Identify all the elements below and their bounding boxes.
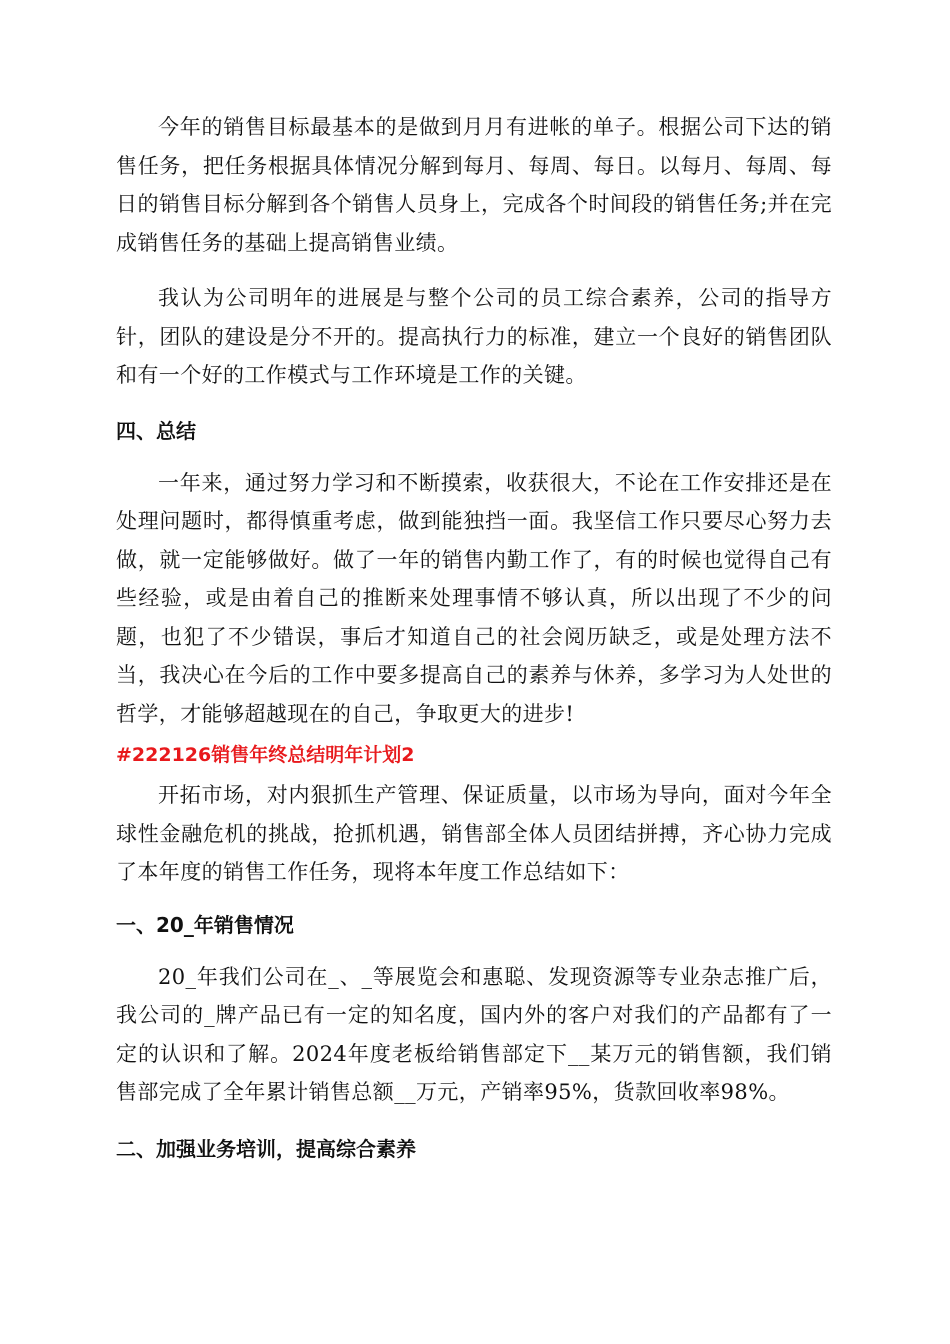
paragraph-sales-results: 20_年我们公司在_、_等展览会和惠聪、发现资源等专业杂志推广后，我公司的_牌产品已有一定的知名度，国内外的客户对我们的产品都有了一定的认识和了解。2024年度老板给销售部定下__某万元的销售额，我们销售部完成了全年累计销售总额__万元，产销率95%，货款回收率98%。 bbox=[116, 964, 832, 1104]
document-page bbox=[116, 108, 832, 1168]
paragraph-market-expansion: 开拓市场，对内狠抓生产管理、保证质量，以市场为导向，面对今年全球性金融危机的挑战，抢抓机遇，销售部全体人员团结拼搏，齐心协力完成了本年度的销售工作任务，现将本年度工作总结如下： bbox=[116, 783, 832, 884]
heading-sales-situation: 一、20_年销售情况 bbox=[116, 912, 294, 937]
paragraph-company-development: 我认为公司明年的进展是与整个公司的员工综合素养，公司的指导方针，团队的建设是分不开的。提高执行力的标准，建立一个良好的销售团队和有一个好的工作模式与工作环境是工作的关键。 bbox=[116, 286, 832, 387]
paragraph-sales-target: 今年的销售目标最基本的是做到月月有进帐的单子。根据公司下达的销售任务，把任务根据具体情况分解到每月、每周、每日。以每月、每周、每日的销售目标分解到各个销售人员身上，完成各个时间段的销售任务;并在完成销售任务的基础上提高销售业绩。 bbox=[116, 115, 832, 255]
heading-summary: 四、总结 bbox=[116, 418, 196, 443]
paragraph-year-summary: 一年来，通过努力学习和不断摸索，收获很大，不论在工作安排还是在处理问题时，都得慎重考虑，做到能独挡一面。我坚信工作只要尽心努力去做，就一定能够做好。做了一年的销售内勤工作了，有的时候也觉得自己有些经验，或是由着自己的推断来处理事情不够认真，所以出现了不少的问题，也犯了不少错误，事后才知道自己的社会阅历缺乏，或是处理方法不当，我决心在今后的工作中要多提高自己的素养与休养，多学习为人处世的哲学，才能够超越现在的自己，争取更大的进步! bbox=[116, 470, 832, 726]
section-title: #222126销售年终总结明年计划2 bbox=[116, 744, 415, 766]
heading-training: 二、加强业务培训，提高综合素养 bbox=[116, 1136, 416, 1161]
